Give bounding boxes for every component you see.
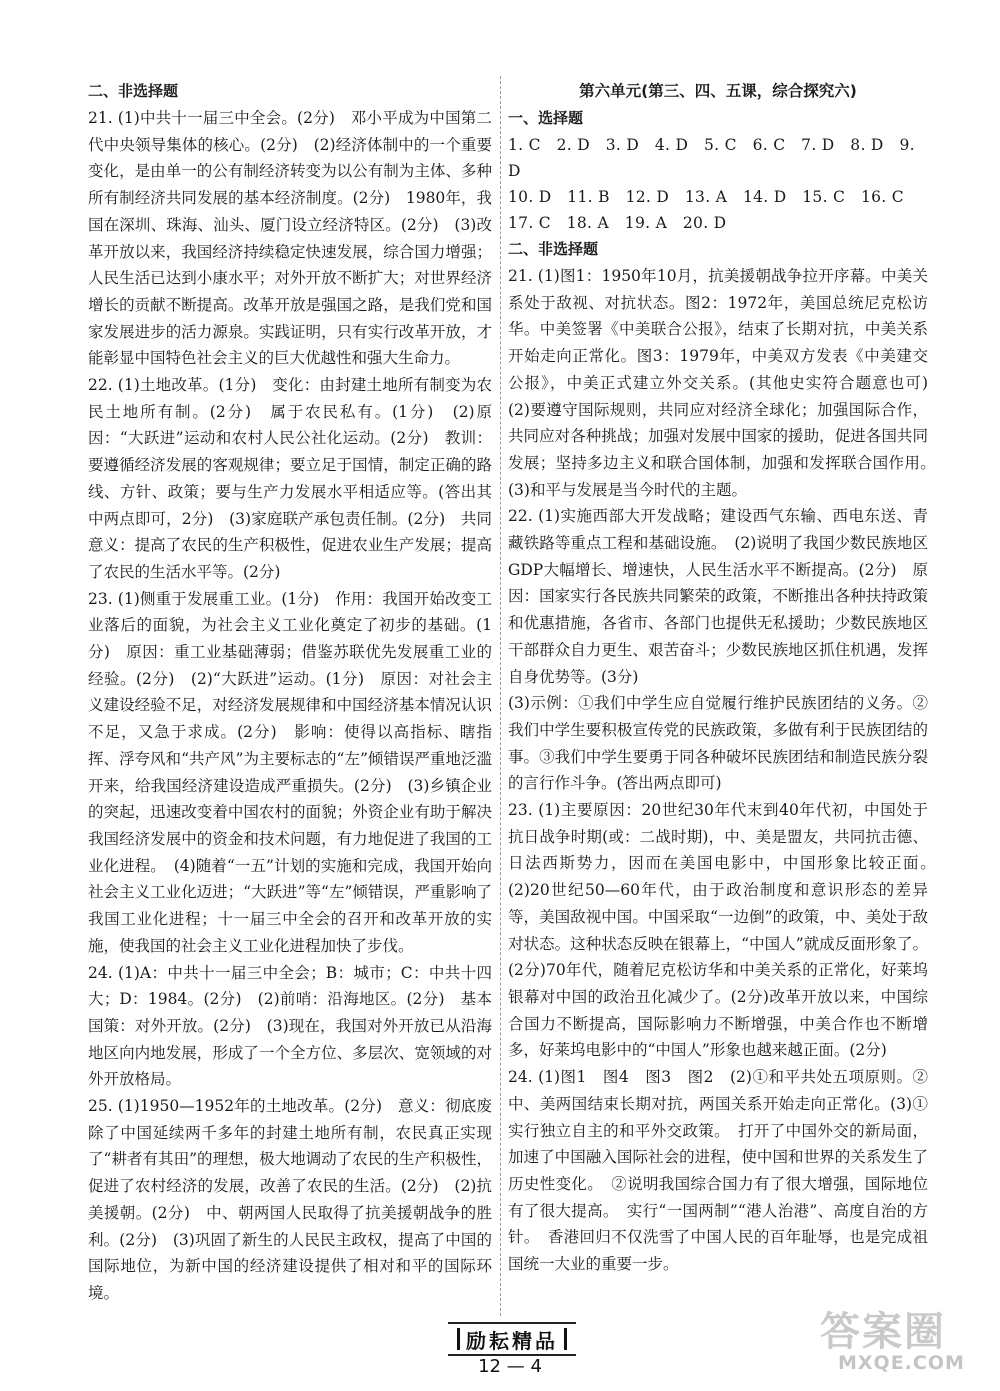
answer-block bbox=[88, 960, 492, 1094]
logo-text: 励耘精品 bbox=[466, 1328, 558, 1353]
logo-bar-left bbox=[457, 1328, 460, 1350]
answer-23: 23. (1)主要原因：20世纪30年代末到40年代初，中国处于抗日战争时期(或：二战时期)，中、美是盟友，共同抗击德、日法西斯势力，因而在美国电影中，中国形象比较正面。 (2)20世纪50—60年代，由于政治制度和意识形态的差异等，美国敌视中国。中国采取“一边倒”的政策，中、美处于敌对状态。这种状态反映在银幕上，“中国人”就成反面形象了。(2分)70年代，随着尼克松访华和中美关系的正常化，好莱坞银幕对中国的政治丑化减少了。(2分)改革开放以来，中国综合国力不断提高，国际影响力不断增强，中美合作也不断增多，好莱坞电影中的“中国人”形象也越来越正面。(2分) bbox=[508, 801, 944, 1060]
right-column bbox=[508, 78, 944, 1278]
page-number: 12 — 4 bbox=[478, 1356, 542, 1377]
answer-24: 24. (1)A：中共十一届三中全会；B：城市；C：中共十四大；D：1984。(2分) (2)前哨：沿海地区。(2分) 基本国策：对外开放。(2分) (3)现在，我国对外开放已从沿海地区向内地发展，形成了一个全方位、多层次、宽领域的对外开放格局。 bbox=[88, 963, 492, 1089]
section-heading-non-choice: 二、非选择题 bbox=[508, 240, 599, 258]
answer-block bbox=[88, 1093, 492, 1307]
answer-block bbox=[508, 263, 944, 503]
publisher-logo bbox=[448, 1322, 576, 1356]
answer-block bbox=[508, 1064, 928, 1278]
answer-block bbox=[88, 586, 492, 960]
answer-23: 23. (1)侧重于发展重工业。(1分) 作用：我国开始改变工业落后的面貌，为社会主义工业化奠定了初步的基础。(1分) 原因：重工业基础薄弱；借鉴苏联优先发展重工业的经验。(2分) (2)“大跃进”运动。(1分) 原因：对社会主义建设经验不足，对经济发展规律和中国经济基本情况认识不足，又急于求成。(2分) 影响：使得以高指标、瞎指挥、浮夸风和“共产风”为主要标志的“左”倾错误严重地泛滥开来，给我国经济建设造成严重损失。(2分) (3)乡镇企业的突起，迅速改变着中国农村的面貌；外资企业有助于解决我国经济发展中的资金和技术问题，有力地促进了我国的工业化进程。 (4)随着“一五”计划的实施和完成，我国开始向社会主义工业化迈进；“大跃进”等“左”倾错误，严重影响了我国工业化进程；十一届三中全会的召开和改革开放的实施，使我国的社会主义工业化进程加快了步伐。 bbox=[88, 589, 492, 955]
answer-21: 21. (1)图1：1950年10月，抗美援朝战争拉开序幕。中美关系处于敌视、对抗状态。图2：1972年，美国总统尼克松访华。中美签署《中美联合公报》，结束了长期对抗，中美关系开始走向正常化。图3：1979年，中美双方发表《中美建交公报》，中美正式建立外交关系。(其他史实符合题意也可) (2)要遵守国际规则，共同应对经济全球化；加强国际合作，共同应对各种挑战；加强对发展中国家的援助，促进各国共同发展；坚持多边主义和联合国体制，加强和发挥联合国作用。 (3)和平与发展是当今时代的主题。 bbox=[508, 267, 944, 499]
choice-answers-row: 1. C 2. D 3. D 4. D 5. C 6. C 7. D 8. D 9. D bbox=[508, 136, 915, 180]
section-heading-non-choice: 二、非选择题 bbox=[88, 82, 179, 100]
answer-block bbox=[508, 690, 928, 797]
watermark-url: MXQE.COM bbox=[838, 1352, 965, 1374]
watermark bbox=[820, 1300, 990, 1380]
answer-block bbox=[88, 105, 492, 372]
logo-bar-right bbox=[564, 1328, 567, 1350]
answer-24: 24. (1)图1 图4 图3 图2 (2)①和平共处五项原则。②中、美两国结束长期对抗，两国关系开始走向正常化。(3)①实行独立自主的和平外交政策。 打开了中国外交的新局面，加速了中国融入国际社会的进程，使中国和世界的关系发生了历史性变化。 ②说明我国综合国力有了很大增强，国际地位有了很大提高。 实行“一国两制”“港人治港”、高度自治的方针。 香港回归不仅洗雪了中国人民的百年耻辱，也是完成祖国统一大业的重要一步。 bbox=[508, 1068, 928, 1274]
answer-block bbox=[508, 797, 944, 1064]
answer-25: 25. (1)1950—1952年的土地改革。(2分) 意义：彻底废除了中国延续两千多年的封建土地所有制，农民真正实现了“耕者有其田”的理想，极大地调动了农民的生产积极性，促进了农村经济的发展，改善了农民的生活。(2分) (2)抗美援朝。(2分) 中、朝两国人民取得了抗美援朝战争的胜利。(2分) (3)巩固了新生的人民民主政权，提高了中国的国际地位，为新中国的经济建设提供了相对和平的国际环境。 bbox=[88, 1097, 492, 1302]
watermark-logo-text: 答案圈 bbox=[820, 1309, 946, 1355]
answer-21: 21. (1)中共十一届三中全会。(2分) 邓小平成为中国第二代中央领导集体的核心。(2分) (2)经济体制中的一个重要变化，是由单一的公有制经济转变为以公有制为主体、多种所有制经济共同发展的基本经济制度。(2分) 1980年，我国在深圳、珠海、汕头、厦门设立经济特区。(2分) (3)改革开放以来，我国经济持续稳定快速发展，综合国力增强；人民生活已达到小康水平；对外开放不断扩大；对世界经济增长的贡献不断提高。改革开放是强国之路，是我们党和国家发展进步的活力源泉。实践证明，只有实行改革开放，才能彰显中国特色社会主义的巨大优越性和强大生命力。 bbox=[88, 109, 492, 368]
choice-answers-row: 10. D 11. B 12. D 13. A 14. D 15. C 16. C bbox=[508, 188, 904, 206]
left-column bbox=[88, 78, 492, 1307]
answer-block bbox=[88, 372, 492, 586]
answer-22-part-3: (3)示例：①我们中学生应自觉履行维护民族团结的义务。②我们中学生要积极宣传党的民族政策，多做有利于民族团结的事。③我们中学生要勇于同各种破坏民族团结和制造民族分裂的言行作斗争。(答出两点即可) bbox=[508, 694, 928, 793]
answer-22: 22. (1)土地改革。(1分) 变化：由封建土地所有制变为农民土地所有制。(2分) 属于农民私有。(1分) (2)原因：“大跃进”运动和农村人民公社化运动。(2分) 教训：要遵循经济发展的客观规律；要立足于国情，制定正确的路线、方针、政策；要与生产力发展水平相适应等。(答出其中两点即可，2分) (3)家庭联产承包责任制。(2分) 共同意义：提高了农民的生产积极性，促进农业生产发展；提高了农民的生活水平等。(2分) bbox=[88, 376, 492, 581]
column-divider bbox=[500, 76, 501, 1316]
choice-answers-row: 17. C 18. A 19. A 20. D bbox=[508, 214, 727, 232]
section-heading-choice: 一、选择题 bbox=[508, 109, 584, 127]
unit-title: 第六单元(第三、四、五课，综合探究六) bbox=[579, 82, 857, 100]
answer-22: 22. (1)实施西部大开发战略；建设西气东输、西电东送、青藏铁路等重点工程和基础设施。 (2)说明了我国少数民族地区GDP大幅增长、增速快，人民生活水平不断提高。(2分) 原因：国家实行各民族共同繁荣的政策，不断推出各种扶持政策和优惠措施，各省市、各部门也提供无私援助；少数民族地区干部群众自力更生、艰苦奋斗；少数民族地区抓住机遇，发挥自身优势等。(3分) bbox=[508, 507, 928, 686]
answer-block bbox=[508, 503, 928, 690]
